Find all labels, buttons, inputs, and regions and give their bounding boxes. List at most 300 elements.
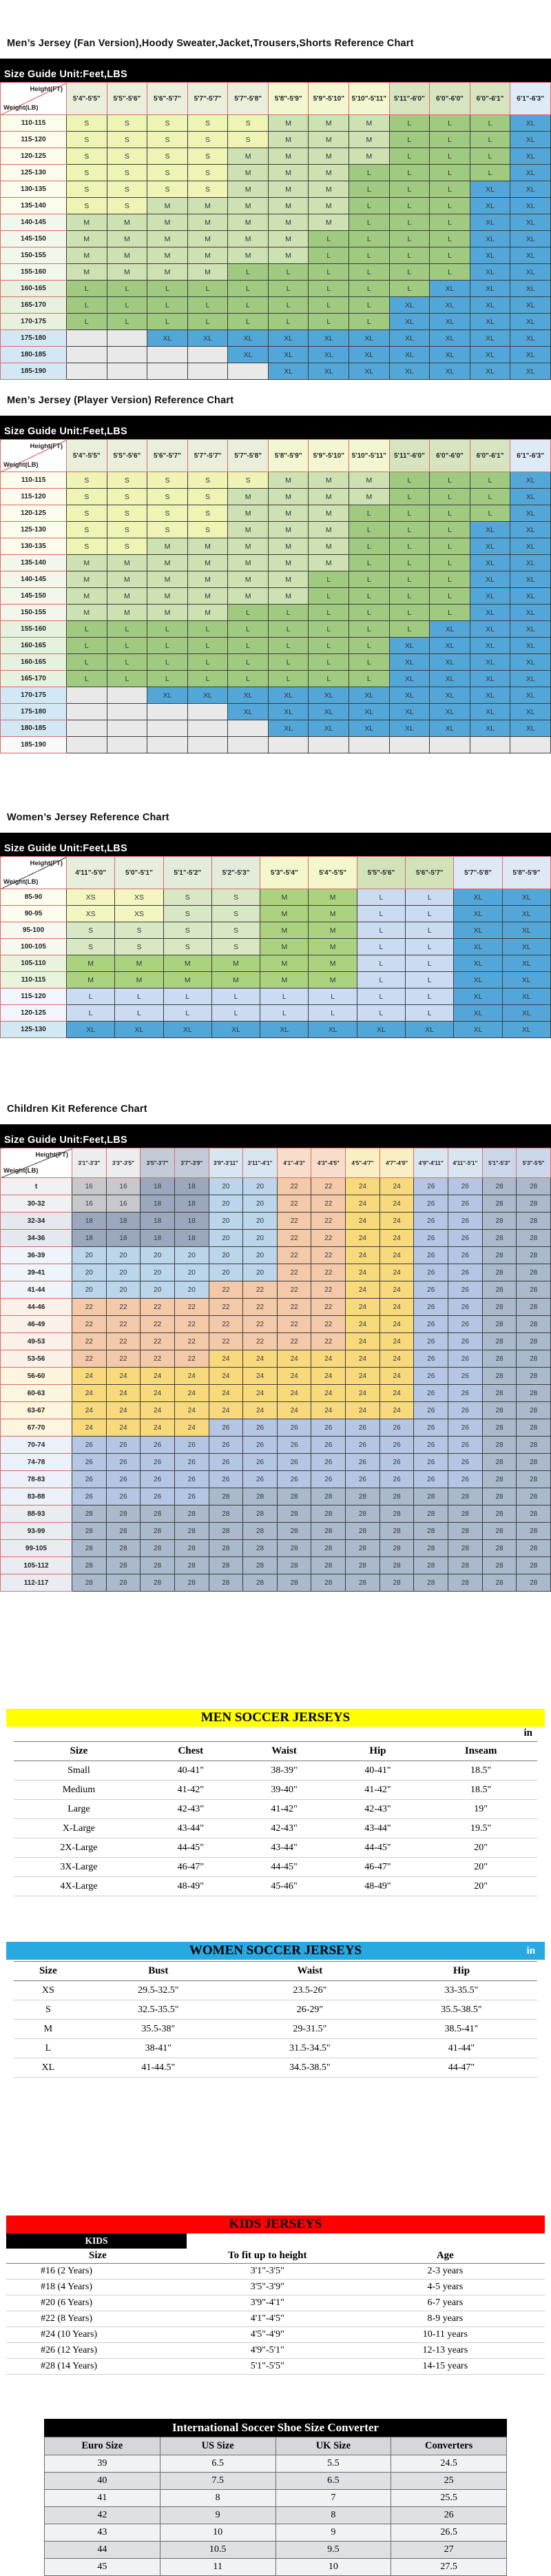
height-column-header: 5'3"-5'5" [517,1148,551,1178]
table-cell: 18.5" [424,1781,537,1800]
size-cell: 28 [482,1264,517,1281]
size-cell: L [349,231,390,247]
size-cell [107,363,147,380]
size-cell: XL [430,687,470,704]
row-label: #18 (4 Years) [6,2280,189,2295]
size-cell: 24 [277,1385,311,1402]
size-cell: XL [349,704,390,720]
size-cell: L [309,247,349,264]
size-cell: XL [430,281,470,297]
size-cell: 28 [243,1574,278,1592]
size-cell: 26 [346,1471,380,1488]
size-cell: 22 [106,1299,141,1316]
size-cell: M [187,538,228,555]
size-cell: M [260,939,309,955]
size-cell: 24 [106,1402,141,1419]
size-cell: M [228,505,269,522]
size-cell: L [389,247,430,264]
size-cell: L [389,472,430,489]
size-cell: XL [502,939,550,955]
size-cell: 28 [209,1523,243,1540]
size-cell: 26 [277,1437,311,1454]
size-cell: 24 [72,1402,107,1419]
size-cell: 28 [72,1557,107,1574]
size-cell: XL [510,314,551,330]
size-cell: M [187,605,228,621]
size-cell: XL [228,687,269,704]
size-cell: L [389,522,430,538]
size-cell: 20 [72,1264,107,1281]
size-cell: 28 [174,1505,209,1523]
weight-row-label: 32-34 [1,1213,72,1230]
size-cell: L [349,297,390,314]
size-cell: 28 [482,1402,517,1419]
size-cell: 24 [346,1178,380,1195]
size-cell: 28 [243,1488,278,1505]
size-cell: L [406,889,454,906]
size-cell: XL [430,297,470,314]
table-cell: 10 [160,2524,276,2542]
size-cell: S [67,505,107,522]
size-cell: XL [470,297,510,314]
size-cell: S [228,472,269,489]
table-row [14,2020,537,2039]
kids-subbar [6,2233,545,2249]
height-column-header: 6'0"-6'1" [470,440,510,472]
size-cell: XL [502,988,550,1005]
size-cell: XL [510,472,551,489]
size-cell: 28 [174,1540,209,1557]
size-cell: 28 [141,1505,175,1523]
women-soccer-jerseys-section [0,1942,551,2078]
table-cell: 42-43" [144,1800,238,1819]
size-cell: XL [510,687,551,704]
size-cell: 22 [243,1299,278,1316]
weight-row-label: 90-95 [1,906,67,922]
weight-row-label: 140-145 [1,571,67,588]
size-cell: XS [115,889,163,906]
height-column-header: 3'11"-4'1" [243,1148,278,1178]
size-cell: 26 [448,1350,483,1368]
size-cell: XL [228,347,269,363]
size-cell: 18 [106,1230,141,1247]
size-cell: 22 [141,1299,175,1316]
size-cell: XL [147,687,188,704]
size-cell: M [228,247,269,264]
size-cell: 28 [414,1574,448,1592]
table-cell: 26.5 [391,2524,507,2542]
size-cell: 18 [174,1213,209,1230]
size-cell: 28 [517,1557,551,1574]
weight-row-label: 49-53 [1,1333,72,1350]
size-cell: 26 [448,1299,483,1316]
womens-size-grid [0,856,551,1038]
size-cell: L [107,671,147,687]
size-cell: 24 [311,1402,346,1419]
size-cell: M [228,198,269,214]
size-cell: M [349,148,390,165]
size-cell: XL [430,314,470,330]
size-cell [107,347,147,363]
size-cell: 20 [243,1230,278,1247]
size-cell: 24 [174,1368,209,1385]
size-cell: 16 [106,1178,141,1195]
size-cell: S [67,939,115,955]
size-cell: M [187,264,228,281]
table-row [14,2058,537,2078]
size-cell: XL [309,363,349,380]
size-cell: 28 [311,1540,346,1557]
height-column-header: 5'11"-6'0" [389,83,430,115]
size-cell: XL [510,181,551,198]
size-cell: XL [510,132,551,148]
weight-row-label: 135-140 [1,555,67,571]
size-cell: XL [430,347,470,363]
weight-row-label: 67-70 [1,1419,72,1437]
size-cell: 24 [346,1299,380,1316]
weight-row-label: 160-165 [1,654,67,671]
size-cell: L [163,1005,211,1022]
table-cell: 9 [160,2507,276,2524]
size-cell: 28 [517,1574,551,1592]
size-cell: 24 [346,1402,380,1419]
size-grid-row [1,214,551,231]
size-cell: M [268,148,309,165]
size-cell: S [187,505,228,522]
table-cell: 41-44.5" [83,2058,234,2078]
table-cell: 10.5 [160,2542,276,2559]
height-column-header: 4'11"-5'0" [67,857,115,889]
size-cell: XS [115,906,163,922]
size-cell: 28 [448,1523,483,1540]
size-cell: XL [502,922,550,939]
height-column-header: 5'4"-5'5" [67,440,107,472]
row-label: #22 (8 Years) [6,2311,189,2327]
size-cell: 26 [448,1264,483,1281]
size-cell: 28 [482,1523,517,1540]
size-cell: XL [268,363,309,380]
size-cell: 28 [517,1402,551,1419]
table-row [45,2455,507,2473]
height-column-header: 3'3"-3'5" [106,1148,141,1178]
size-cell: L [107,314,147,330]
weight-row-label: 120-125 [1,148,67,165]
size-grid-row [1,198,551,214]
size-cell: XL [430,638,470,654]
size-cell: 28 [277,1557,311,1574]
size-cell: S [67,115,107,132]
size-cell: L [147,638,188,654]
size-cell: XL [510,297,551,314]
table-row [14,1838,537,1858]
size-cell: 28 [209,1505,243,1523]
size-cell: XS [67,906,115,922]
size-cell: S [107,538,147,555]
table-cell: 35.5-38.5" [386,2000,537,2020]
size-cell: 24 [209,1385,243,1402]
size-cell: XL [470,687,510,704]
table-cell: 6-7 years [346,2295,545,2311]
weight-row-label: 56-60 [1,1368,72,1385]
size-cell: M [67,214,107,231]
size-cell: XL [389,654,430,671]
size-cell: 28 [243,1523,278,1540]
table-row [14,1877,537,1896]
size-cell: XL [510,621,551,638]
weight-row-label: 95-100 [1,922,67,939]
height-column-header: 5'4"-5'5" [67,83,107,115]
table-cell: 3'5"-3'9" [189,2280,346,2295]
size-cell: XL [309,330,349,347]
size-cell: 28 [517,1454,551,1471]
size-cell: 24 [106,1419,141,1437]
size-cell: 26 [346,1419,380,1437]
size-cell: 22 [311,1230,346,1247]
size-cell: XL [268,330,309,347]
size-cell: S [211,906,260,922]
size-cell [389,737,430,753]
size-grid-row [1,347,551,363]
height-column-header: 5'5"-5'6" [357,857,405,889]
corner-height-label: Height(FT) [30,443,63,450]
size-cell [228,720,269,737]
size-cell: L [349,314,390,330]
table-row [45,2507,507,2524]
size-cell: 20 [209,1213,243,1230]
size-cell: 26 [414,1247,448,1264]
size-cell: 28 [482,1213,517,1230]
size-cell: 28 [482,1230,517,1247]
size-cell: XL [510,148,551,165]
size-cell: 26 [209,1419,243,1437]
size-grid-row [1,181,551,198]
size-cell: M [268,472,309,489]
height-column-header: 3'5"-3'7" [141,1148,175,1178]
table-cell: 19" [424,1800,537,1819]
size-cell: M [268,571,309,588]
size-cell [430,737,470,753]
size-cell: 28 [174,1523,209,1540]
table-cell: 38-39" [238,1761,331,1781]
table-row [14,2000,537,2020]
size-cell: L [349,281,390,297]
size-cell: L [430,522,470,538]
size-cell: 24 [72,1385,107,1402]
size-cell: 24 [346,1213,380,1230]
size-cell: 18 [174,1195,209,1213]
size-cell: L [349,522,390,538]
size-cell: M [349,489,390,505]
size-cell: 24 [141,1368,175,1385]
size-grid-row [1,330,551,347]
size-cell: M [228,538,269,555]
size-cell: 22 [141,1316,175,1333]
size-cell: XL [309,704,349,720]
row-label: L [14,2039,83,2058]
size-cell: 26 [448,1230,483,1247]
size-cell: XL [389,314,430,330]
size-cell: 28 [482,1557,517,1574]
size-cell: 22 [209,1316,243,1333]
weight-row-label: 180-185 [1,347,67,363]
size-cell: L [309,621,349,638]
table-cell: 48-49" [331,1877,425,1896]
size-cell: L [349,555,390,571]
size-cell: 28 [277,1540,311,1557]
size-cell: L [389,605,430,621]
size-cell: M [147,214,188,231]
size-cell: M [228,571,269,588]
size-cell: 22 [277,1264,311,1281]
size-cell: M [67,571,107,588]
corner-height-label: Height(FT) [30,860,63,867]
size-cell: M [228,588,269,605]
table-cell: 48-49" [144,1877,238,1896]
size-cell: 20 [174,1264,209,1281]
size-cell: L [107,281,147,297]
height-column-header: 6'0"-6'0" [430,83,470,115]
column-header: Euro Size [45,2437,160,2455]
size-cell: L [470,132,510,148]
table-row [6,2311,545,2327]
size-cell: 26 [72,1437,107,1454]
size-cell: 28 [482,1178,517,1195]
weight-row-label: 175-180 [1,330,67,347]
mens-player-size-grid [0,439,551,753]
size-cell: L [349,198,390,214]
table-cell: 20" [424,1858,537,1877]
table-cell: 40-41" [144,1761,238,1781]
size-cell: 22 [72,1350,107,1368]
size-cell: XL [510,555,551,571]
weight-row-label: 140-145 [1,214,67,231]
height-column-header: 5'7"-5'7" [187,440,228,472]
size-cell: L [309,988,357,1005]
height-weight-corner [1,1148,72,1178]
size-cell: XL [349,330,390,347]
size-cell: 26 [448,1213,483,1230]
table-cell: 29-31.5" [234,2020,386,2039]
height-column-header: 4'9"-4'11" [414,1148,448,1178]
size-cell: 22 [209,1299,243,1316]
size-cell [107,737,147,753]
size-cell [67,687,107,704]
size-cell: M [147,571,188,588]
table-cell: 19.5" [424,1819,537,1838]
size-cell: 26 [448,1195,483,1213]
size-cell: S [67,538,107,555]
size-cell: 18 [174,1230,209,1247]
size-grid-row [1,1213,551,1230]
size-cell: M [309,889,357,906]
size-cell: L [228,605,269,621]
row-label: S [14,2000,83,2020]
column-header: Waist [238,1742,331,1761]
size-cell: 20 [209,1247,243,1264]
size-cell: M [107,264,147,281]
table-row [45,2490,507,2507]
size-guide-bar: Size Guide Unit:Feet,LBS [0,59,551,82]
size-cell: L [357,889,405,906]
size-grid-row [1,1333,551,1350]
size-cell: XL [454,955,502,972]
size-cell: 28 [482,1333,517,1350]
size-cell: M [115,972,163,988]
table-row [6,2264,545,2280]
size-cell: 26 [243,1454,278,1471]
size-cell: L [349,638,390,654]
size-cell: L [349,605,390,621]
size-cell: 26 [277,1454,311,1471]
size-cell: 28 [380,1540,414,1557]
size-cell: XL [510,605,551,621]
size-cell: XL [510,198,551,214]
size-cell: XL [470,214,510,231]
size-cell: XL [510,671,551,687]
size-cell: L [309,1005,357,1022]
size-cell: M [228,555,269,571]
table-row [6,2343,545,2359]
column-header: Bust [83,1962,234,1981]
size-cell: L [470,472,510,489]
size-cell: 24 [243,1350,278,1368]
size-cell: L [389,281,430,297]
size-cell [349,737,390,753]
size-grid-row [1,1540,551,1557]
size-grid-row [1,297,551,314]
size-cell: 28 [448,1540,483,1557]
table-row [14,1800,537,1819]
size-cell: XL [470,522,510,538]
size-cell: 28 [72,1574,107,1592]
size-guide-bar: Size Guide Unit:Feet,LBS [0,1124,551,1148]
size-cell: M [187,555,228,571]
size-cell: M [147,264,188,281]
size-cell: M [67,264,107,281]
weight-row-label: 115-120 [1,489,67,505]
size-grid-row [1,922,551,939]
size-cell: 28 [448,1505,483,1523]
size-cell: L [187,671,228,687]
size-cell: M [260,955,309,972]
size-cell: 24 [380,1402,414,1419]
size-cell: 28 [141,1557,175,1574]
size-cell: 22 [243,1281,278,1299]
table-cell: 45-46" [238,1877,331,1896]
size-cell: L [430,505,470,522]
men-jerseys-table [14,1741,537,1896]
size-cell: 26 [414,1402,448,1419]
size-cell: 28 [517,1230,551,1247]
size-cell: 26 [448,1419,483,1437]
size-cell: L [211,988,260,1005]
weight-row-label: 175-180 [1,704,67,720]
size-cell: XL [510,214,551,231]
column-header: UK Size [276,2437,391,2455]
weight-row-label: 34-36 [1,1230,72,1247]
size-cell: L [470,115,510,132]
table-cell: 18.5" [424,1761,537,1781]
table-cell: 4'9"-5'1" [189,2343,346,2359]
size-cell: L [389,588,430,605]
size-cell: 22 [174,1333,209,1350]
size-cell: XL [470,720,510,737]
size-cell: M [349,472,390,489]
table-cell: 9 [276,2524,391,2542]
size-cell: 22 [106,1316,141,1333]
size-cell: M [309,148,349,165]
table-cell: 42-43" [331,1800,425,1819]
